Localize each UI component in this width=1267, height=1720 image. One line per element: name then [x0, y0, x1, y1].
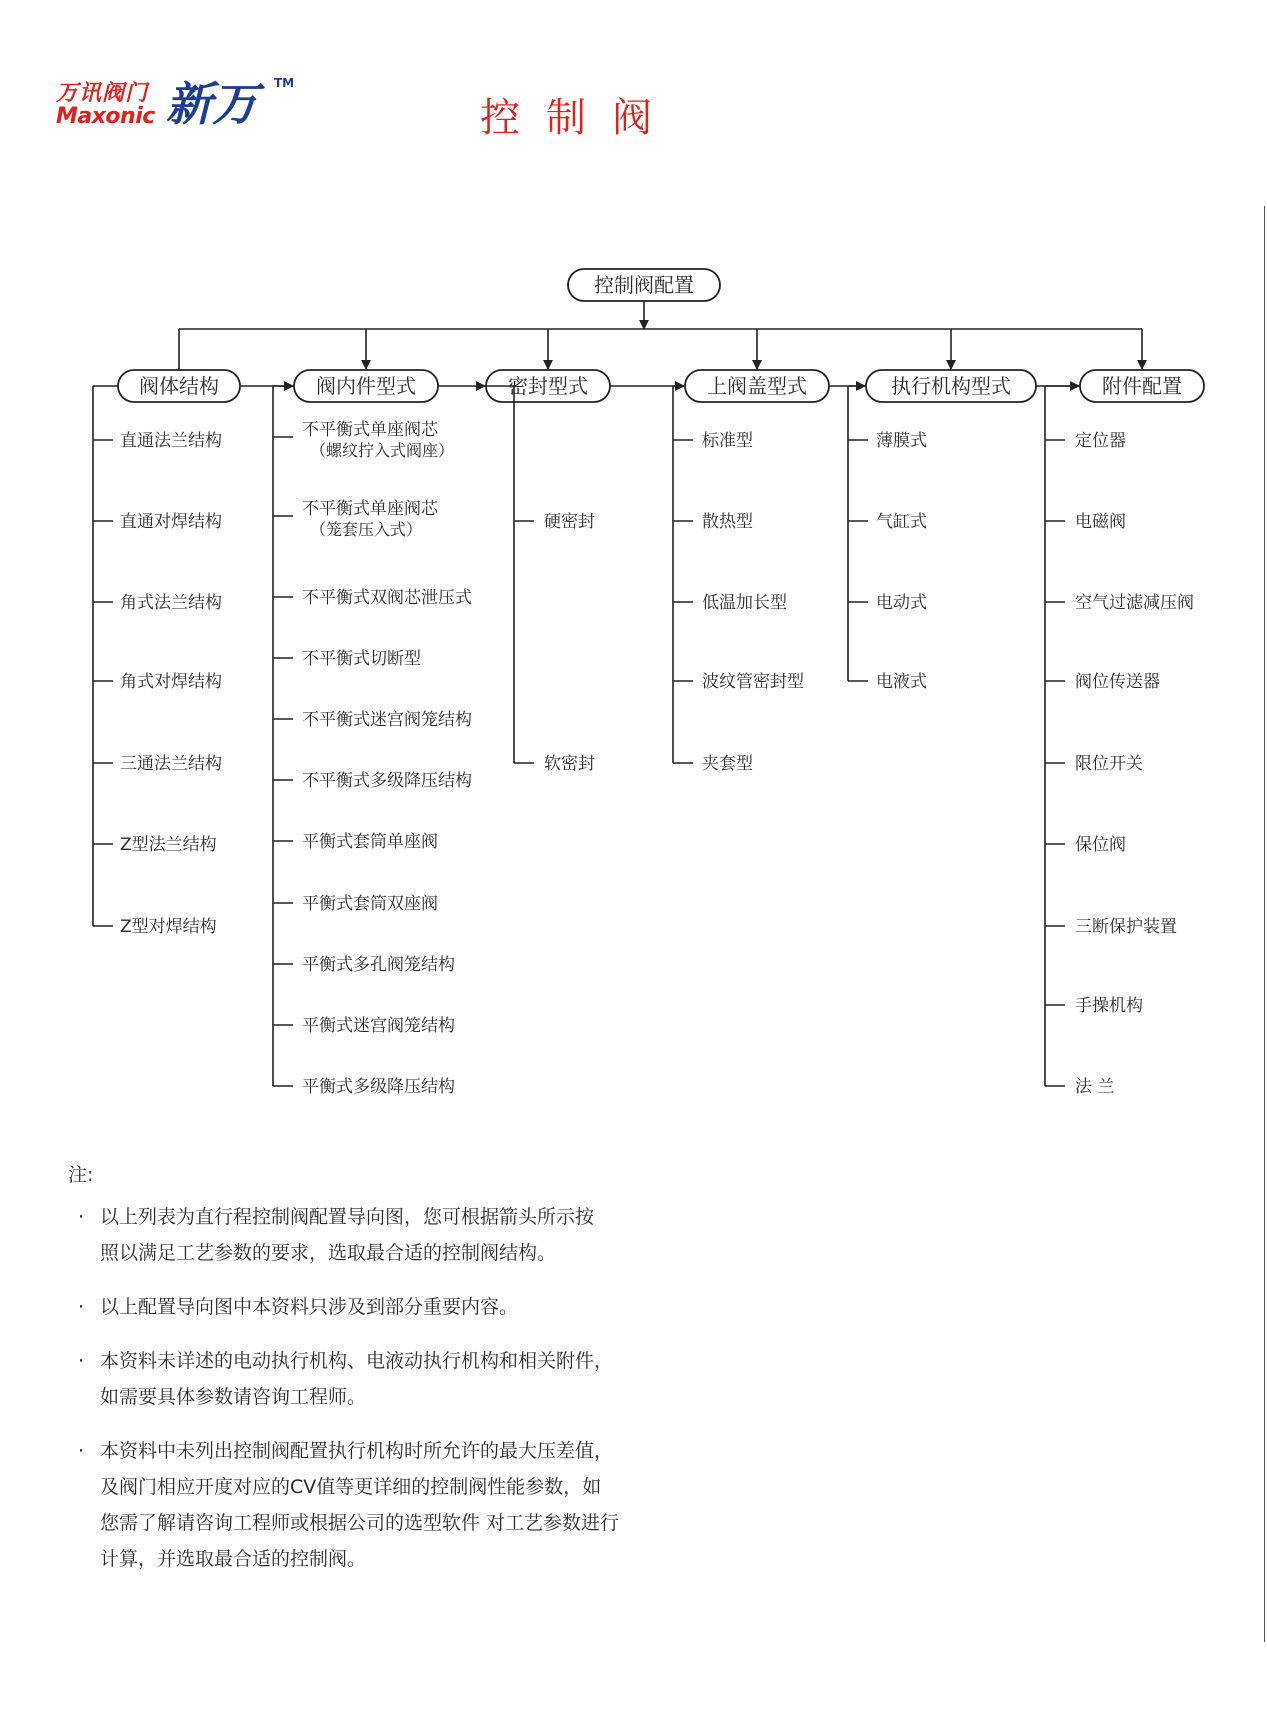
- note-line: 本资料中未列出控制阀配置执行机构时所允许的最大压差值，: [100, 1440, 614, 1462]
- item-label-1-0: 不平衡式单座阀芯: [302, 420, 438, 440]
- note-bullet: ·: [78, 1296, 85, 1318]
- item-label-0-0: 直通法兰结构: [120, 431, 222, 451]
- item-label-4-2: 电动式: [876, 593, 927, 613]
- item-sublabel-1-1: （笼套压入式）: [310, 520, 423, 539]
- column-header-1-label: 阀内件型式: [316, 374, 416, 398]
- item-label-5-1: 电磁阀: [1075, 512, 1126, 532]
- item-label-0-5: Z型法兰结构: [120, 835, 217, 855]
- item-label-5-3: 阀位传送器: [1075, 672, 1160, 692]
- item-label-4-1: 气缸式: [876, 512, 927, 532]
- item-label-1-9: 平衡式迷宫阀笼结构: [302, 1016, 455, 1036]
- item-label-1-2: 不平衡式双阀芯泄压式: [302, 588, 472, 608]
- item-label-1-10: 平衡式多级降压结构: [302, 1077, 455, 1097]
- item-label-1-6: 平衡式套筒单座阀: [302, 832, 438, 852]
- note-bullet: ·: [78, 1440, 85, 1462]
- note-item: [68, 1343, 728, 1415]
- note-item: [68, 1289, 728, 1325]
- item-label-0-6: Z型对焊结构: [120, 917, 217, 937]
- item-label-2-0: 硬密封: [544, 512, 595, 532]
- item-label-0-2: 角式法兰结构: [120, 593, 222, 613]
- item-label-5-5: 保位阀: [1075, 835, 1126, 855]
- note-line: 及阀门相应开度对应的CV值等更详细的控制阀性能参数，如: [100, 1476, 602, 1498]
- note-line: 以上列表为直行程控制阀配置导向图，您可根据箭头所示按: [100, 1206, 595, 1228]
- column-header-2-label: 密封型式: [508, 374, 588, 398]
- note-line: 照以满足工艺参数的要求，选取最合适的控制阀结构。: [100, 1242, 557, 1264]
- notes-section: [68, 1160, 728, 1595]
- logo-trademark: TM: [274, 76, 295, 90]
- notes-list: [68, 1199, 728, 1577]
- item-label-0-4: 三通法兰结构: [120, 754, 222, 774]
- column-header-5-label: 附件配置: [1102, 374, 1182, 398]
- logo-brand-text: 新万: [166, 77, 258, 131]
- column-header-4-label: 执行机构型式: [891, 374, 1011, 398]
- item-label-3-0: 标准型: [702, 431, 753, 451]
- item-label-4-3: 电液式: [876, 672, 927, 692]
- logo-en-text: Maxonic: [56, 104, 155, 129]
- note-bullet: ·: [78, 1206, 85, 1228]
- item-label-5-4: 限位开关: [1075, 754, 1143, 774]
- item-label-3-1: 散热型: [702, 512, 753, 532]
- logo-cn-text: 万讯阀门: [56, 81, 149, 106]
- note-item: [68, 1433, 728, 1577]
- item-label-1-8: 平衡式多孔阀笼结构: [302, 955, 455, 975]
- note-line: 如需要具体参数请咨询工程师。: [100, 1386, 367, 1408]
- item-label-0-3: 角式对焊结构: [120, 672, 222, 692]
- notes-heading: 注:: [68, 1164, 94, 1186]
- item-label-5-7: 手操机构: [1075, 996, 1143, 1016]
- item-label-3-3: 波纹管密封型: [702, 672, 804, 692]
- item-label-0-1: 直通对焊结构: [120, 512, 222, 532]
- item-label-1-3: 不平衡式切断型: [302, 649, 421, 669]
- item-label-3-4: 夹套型: [702, 754, 753, 774]
- item-label-5-8: 法 兰: [1075, 1077, 1115, 1097]
- note-line: 本资料未详述的电动执行机构、电液动执行机构和相关附件，: [100, 1350, 614, 1372]
- root-node-label: 控制阀配置: [594, 273, 694, 297]
- note-bullet: ·: [78, 1350, 85, 1372]
- note-line: 您需了解请咨询工程师或根据公司的选型软件 对工艺参数进行: [100, 1512, 620, 1534]
- item-label-3-2: 低温加长型: [702, 593, 787, 613]
- item-label-1-7: 平衡式套筒双座阀: [302, 894, 438, 914]
- item-sublabel-1-0: （螺纹拧入式阀座）: [310, 441, 455, 460]
- item-label-4-0: 薄膜式: [876, 431, 927, 451]
- item-label-2-1: 软密封: [544, 754, 595, 774]
- item-label-5-2: 空气过滤减压阀: [1075, 593, 1194, 613]
- note-line: 计算，并选取最合适的控制阀。: [100, 1548, 367, 1570]
- item-label-5-0: 定位器: [1075, 431, 1126, 451]
- column-header-0-label: 阀体结构: [139, 374, 219, 398]
- item-label-1-4: 不平衡式迷宫阀笼结构: [302, 710, 472, 730]
- note-item: [68, 1199, 728, 1271]
- item-label-1-5: 不平衡式多级降压结构: [302, 771, 472, 791]
- item-label-1-1: 不平衡式单座阀芯: [302, 499, 438, 519]
- page-title: 控制阀: [480, 95, 678, 141]
- column-header-3-label: 上阀盖型式: [707, 374, 807, 398]
- item-label-5-6: 三断保护装置: [1075, 917, 1177, 937]
- note-line: 以上配置导向图中本资料只涉及到部分重要内容。: [100, 1296, 519, 1318]
